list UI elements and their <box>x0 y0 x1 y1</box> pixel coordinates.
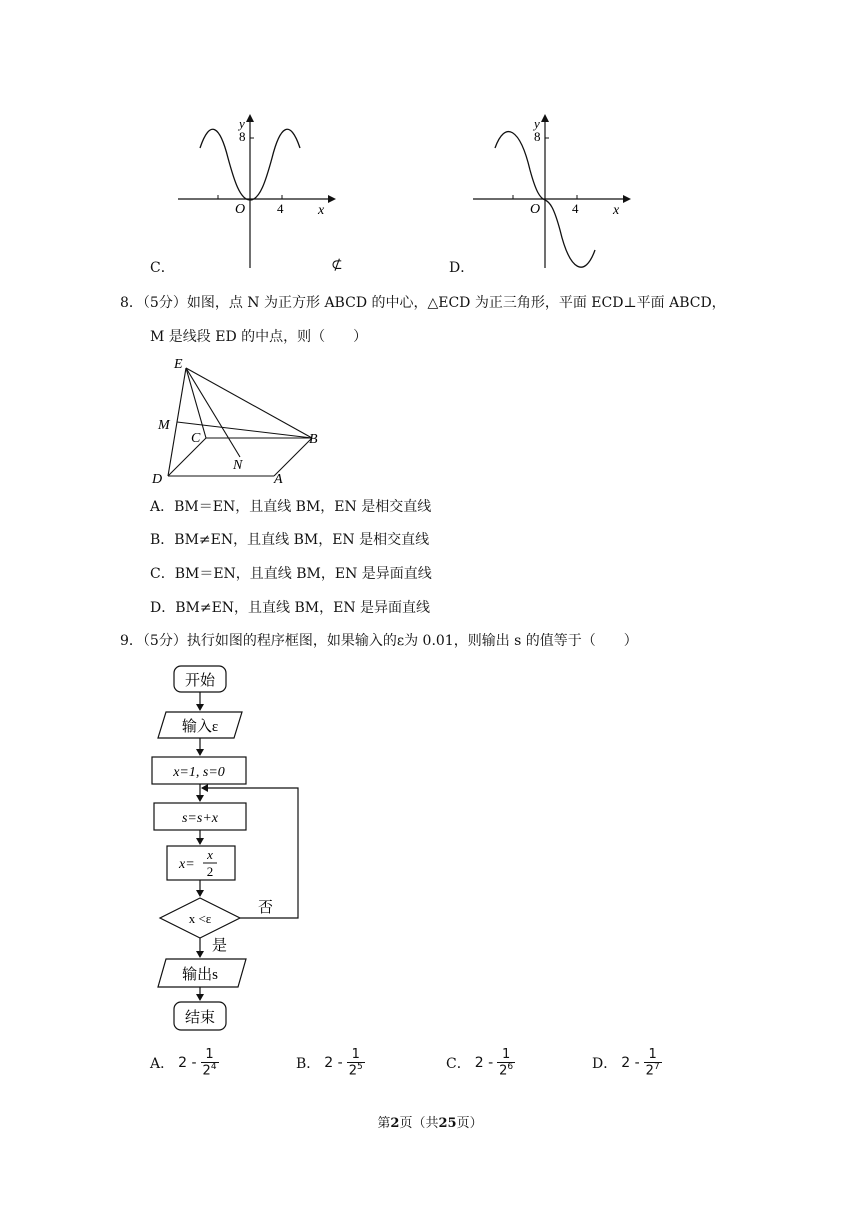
q9-option-key: C． <box>446 1056 471 1072</box>
graph-d-y-tick: 8 <box>534 129 541 144</box>
q8-label-a: A <box>274 472 283 487</box>
q8-option-c[interactable] <box>150 563 432 583</box>
fraction-numerator: 1 <box>644 1048 662 1063</box>
q9-option-key: B． <box>296 1056 321 1072</box>
graph-c-x-label: x <box>318 203 325 218</box>
graph-d-x-label: x <box>613 203 620 218</box>
flow-init-label: x=1, s=0 <box>173 765 225 780</box>
q9-option-d[interactable] <box>592 1040 662 1086</box>
q9-flowchart <box>140 660 320 1040</box>
fraction-denominator: $2^4$ <box>202 1061 217 1079</box>
flow-halve-lhs: x= <box>179 857 195 872</box>
fraction-denominator: $2^6$ <box>499 1061 514 1079</box>
q8-number: 8． <box>120 295 143 311</box>
flow-start-label: 开始 <box>184 673 216 689</box>
graph-c-y-label: y <box>239 116 245 131</box>
q8-text-line1: 如图，点 N 为正方形 ABCD 的中心，△ECD 为正三角形，平面 ECD⊥平面 ABCD， <box>186 295 726 311</box>
q8-label-c: C <box>191 431 201 446</box>
q9-option-key: D． <box>592 1056 618 1072</box>
graph-c-y-tick: 8 <box>239 129 246 144</box>
q9-option-key: A． <box>150 1056 175 1072</box>
q8-option-key: B． <box>150 532 175 548</box>
stray-symbol: ⊄ <box>331 257 343 273</box>
footer-total-pages: 25 <box>438 1116 457 1131</box>
footer-middle: 页（共 <box>399 1116 439 1131</box>
q9-option-prefix: 2 - <box>621 1055 640 1071</box>
q9-option-fraction <box>201 1048 219 1079</box>
q8-label-m: M <box>158 418 170 433</box>
flow-yes-label: 是 <box>212 938 228 954</box>
graph-d-label: D． <box>449 260 475 276</box>
flow-output-label: 输出s <box>182 967 218 983</box>
flow-no-label: 否 <box>258 900 274 916</box>
q8-figure <box>150 350 330 490</box>
graph-c-label: C． <box>150 260 175 276</box>
fraction-denominator: $2^7$ <box>645 1061 660 1079</box>
flow-halve-num: x <box>207 847 213 862</box>
q8-option-key: A． <box>150 499 175 515</box>
q8-label-e: E <box>174 357 183 372</box>
q9-option-prefix: 2 - <box>474 1055 494 1071</box>
graph-c <box>170 108 340 273</box>
q9-text: 执行如图的程序框图，如果输入的ε为 0.01，则输出 s 的值等于（ ） <box>186 633 638 649</box>
q8-option-a[interactable] <box>150 496 431 516</box>
flow-end-label: 结束 <box>184 1010 216 1026</box>
q9-option-c[interactable] <box>446 1040 515 1086</box>
footer-prefix: 第 <box>377 1116 391 1131</box>
q8-option-text: BM＝EN，且直线 BM，EN 是相交直线 <box>174 499 432 515</box>
fraction-numerator: 1 <box>201 1048 219 1063</box>
q8-option-text: BM≠EN，且直线 BM，EN 是相交直线 <box>174 532 430 548</box>
footer-page-number: 2 <box>390 1116 400 1131</box>
graph-c-x-tick: 4 <box>277 201 284 216</box>
q8-label-n: N <box>233 458 243 473</box>
q8-label-b: B <box>309 432 318 447</box>
q9-option-b[interactable] <box>296 1040 365 1086</box>
fraction-numerator: 1 <box>347 1048 365 1063</box>
graph-d-x-tick: 4 <box>572 201 579 216</box>
graph-c-origin: O <box>235 202 246 217</box>
q8-stem-line2: M 是线段 ED 的中点，则（ ） <box>150 329 368 345</box>
fraction-denominator: $2^5$ <box>348 1061 363 1079</box>
q8-option-d[interactable] <box>150 597 430 617</box>
q9-option-prefix: 2 - <box>178 1055 197 1071</box>
q8-score: （5分） <box>142 295 187 311</box>
fraction-numerator: 1 <box>497 1048 515 1063</box>
q8-label-d: D <box>152 472 163 487</box>
q9-option-a[interactable] <box>150 1040 219 1086</box>
flow-input-label: 输入ε <box>181 719 219 735</box>
q9-option-fraction <box>644 1048 662 1079</box>
flow-sum-label: s=s+x <box>181 811 219 826</box>
flow-halve-den: 2 <box>206 864 214 879</box>
graph-d-y-label: y <box>534 116 540 131</box>
q9-option-fraction <box>347 1048 365 1079</box>
graph-d <box>465 108 635 273</box>
q9-stem <box>120 630 638 650</box>
flow-condition-label: x <ε <box>188 911 212 926</box>
q8-option-b[interactable] <box>150 529 429 549</box>
q8-stem-line1 <box>120 292 726 312</box>
q9-score: （5分） <box>142 633 187 649</box>
q9-option-prefix: 2 - <box>324 1055 343 1071</box>
q8-option-text: BM≠EN，且直线 BM，EN 是异面直线 <box>175 600 431 616</box>
q9-option-fraction <box>497 1048 515 1079</box>
graph-d-origin: O <box>530 202 541 217</box>
q8-option-text: BM＝EN，且直线 BM，EN 是异面直线 <box>174 566 432 582</box>
page-footer <box>0 1112 860 1131</box>
q9-number: 9． <box>120 633 143 649</box>
q8-option-key: C． <box>150 566 175 582</box>
footer-suffix: 页） <box>456 1116 483 1131</box>
q8-option-key: D． <box>150 600 176 616</box>
